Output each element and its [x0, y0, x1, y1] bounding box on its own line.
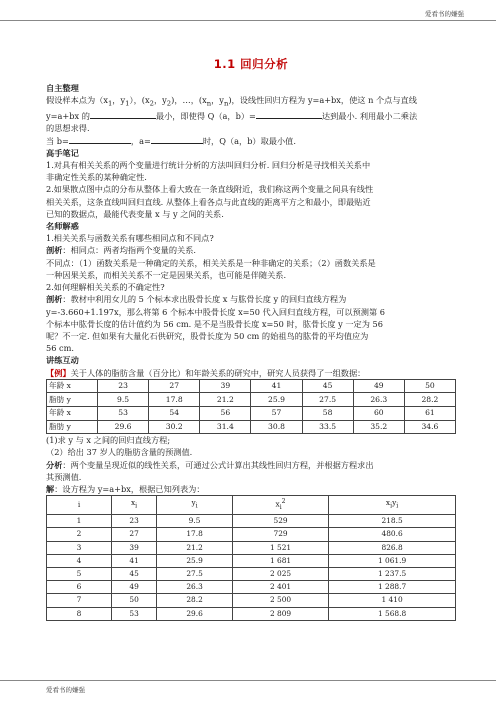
table-cell: 25.9: [251, 393, 302, 407]
header-cell: $x_i^2$: [232, 496, 328, 515]
fill-blank: [151, 135, 203, 144]
s1-line-3: 的思想求得.: [46, 123, 90, 134]
table-row: [47, 594, 456, 607]
s2-p2-line-2: 相关关系，这条直线叫回归直线. 从整体上看各点与此直线的距离平方之和最小，即最贴近: [46, 196, 371, 207]
table-row: [47, 581, 456, 594]
fill-blank: [69, 135, 131, 144]
table-cell: 53: [98, 406, 149, 420]
table-cell: 21.2: [200, 393, 251, 407]
header-cell: $x_i$: [112, 496, 157, 515]
row-header-cell: 年龄 x: [47, 379, 98, 393]
table-cell: 27: [149, 379, 200, 393]
table-cell: 7: [47, 594, 112, 607]
s1-line-1: 假设样本点为（$x_1$，$y_1$），($x_2$，$y_2$)，…，($x_n$，$y_n$)，设线性回归方程为 y=a+bx，使这 n 个点与直线: [46, 95, 417, 109]
table-cell: 27: [112, 528, 157, 541]
table-row: [47, 406, 456, 420]
table-cell: 9.5: [157, 515, 233, 528]
table-cell: 23: [98, 379, 149, 393]
table-row: [47, 420, 456, 434]
data-table-age-fat: [46, 379, 456, 434]
table-row: [47, 607, 456, 620]
table-cell: 25.9: [157, 554, 233, 567]
s3-answer-1: 剖析：相同点：两者均指两个变量的关系.: [46, 245, 196, 256]
table-cell: 54: [149, 406, 200, 420]
table-cell: 2 809: [232, 607, 328, 620]
table-cell: 31.4: [200, 420, 251, 434]
table-cell: 1 568.8: [329, 607, 456, 620]
table-cell: 8: [47, 607, 112, 620]
table-cell: 35.2: [353, 420, 404, 434]
table-cell: 61: [404, 406, 455, 420]
table-row: [47, 515, 456, 528]
section-heading-practice: 讲练互动: [46, 355, 79, 366]
table-cell: 27.5: [157, 568, 233, 581]
table-cell: 2 025: [232, 568, 328, 581]
table-cell: 3: [47, 541, 112, 554]
header-cell: i: [47, 496, 112, 515]
table-cell: 1 288.7: [329, 581, 456, 594]
s1-line-2: y=a+bx 的 最小，即使得 Q（a，b）= 达到最小. 利用最小二乘法: [46, 111, 418, 122]
table-row: [47, 541, 456, 554]
computation-table: [46, 495, 456, 621]
table-cell: 9.5: [98, 393, 149, 407]
footer-rule: [0, 680, 496, 681]
s1-line-4: 当 b= ，a= 时，Q（a，b）取最小值.: [46, 135, 296, 146]
s2-p2-line-1: 2.如果散点图中点的分布从整体上看大致在一条直线附近，我们称这两个变量之间具有线性: [46, 184, 374, 195]
table-cell: 29.6: [98, 420, 149, 434]
fill-blank: [90, 110, 156, 119]
table-cell: 529: [232, 515, 328, 528]
table-row: [47, 568, 456, 581]
page-title: 1.1 回归分析: [213, 57, 289, 71]
table-cell: 26.3: [157, 581, 233, 594]
s2-p2-line-3: 已知的数据点，最能代表变量 x 与 y 之间的关系.: [46, 208, 224, 219]
s3-answer-1-line-2: 不同点：（1）函数关系是一种确定的关系，相关关系是一种非确定的关系；（2）函数关系是: [46, 257, 376, 268]
table-cell: 29.6: [157, 607, 233, 620]
analysis-line-2: 其预测值.: [46, 471, 82, 482]
s3-answer-1-line-3: 一种因果关系，而相关关系不一定是因果关系，也可能是伴随关系.: [46, 269, 287, 280]
s3-answer-2: 剖析：教材中利用女儿的 5 个标本求出股骨长度 x 与肱骨长度 y 的回归直线方程为: [46, 294, 347, 305]
table-cell: 49: [353, 379, 404, 393]
s3-question-2: 2.如何理解相关关系的不确定性?: [46, 282, 165, 293]
table-cell: 1 681: [232, 554, 328, 567]
table-cell: 17.8: [149, 393, 200, 407]
s3-answer-2-line-4: 呢？不一定. 但如果有大量化石供研究，股骨长度为 50 cm 的始祖鸟的肱骨的平均值应为: [46, 330, 369, 341]
table-cell: 57: [251, 406, 302, 420]
question-2: （2）给出 37 岁人的脂肪含量的预测值.: [46, 447, 193, 458]
table-cell: 28.2: [404, 393, 455, 407]
table-cell: 17.8: [157, 528, 233, 541]
header-cell: $x_iy_i$: [329, 496, 456, 515]
table-cell: 826.8: [329, 541, 456, 554]
table-cell: 23: [112, 515, 157, 528]
table-cell: 1 061.9: [329, 554, 456, 567]
table-row: [47, 528, 456, 541]
table-cell: 729: [232, 528, 328, 541]
page-footer: 爱看书的嫌强: [46, 686, 85, 694]
row-header-cell: 年龄 x: [47, 406, 98, 420]
table-cell: 58: [302, 406, 353, 420]
row-header-cell: 脂肪 y: [47, 393, 98, 407]
table-cell: 50: [404, 379, 455, 393]
question-1: (1)求 y 与 x 之间的回归直线方程;: [46, 435, 171, 446]
table-cell: 41: [251, 379, 302, 393]
table-cell: 2 401: [232, 581, 328, 594]
table-cell: 45: [112, 568, 157, 581]
table-cell: 34.6: [404, 420, 455, 434]
s3-answer-2-line-3: 个标本中肱骨长度的估计值约为 56 cm. 是不是当股骨长度 x=50 时，肱骨长度 y 一定为 56: [46, 318, 383, 329]
table-cell: 1 410: [329, 594, 456, 607]
table-cell: 60: [353, 406, 404, 420]
fill-blank: [256, 110, 322, 119]
s2-p1-line-2: 非确定性关系的某种确定性.: [46, 172, 147, 183]
table-cell: 6: [47, 581, 112, 594]
section-heading-explanations: 名师解惑: [46, 221, 79, 232]
solution: 解：设方程为 y=a+bx，根据已知列表为：: [46, 483, 205, 494]
table-cell: 1 237.5: [329, 568, 456, 581]
s2-p1-line-1: 1.对具有相关关系的两个变量进行统计分析的方法叫回归分析. 回归分析是寻找相关关系中: [46, 160, 371, 171]
table-cell: 41: [112, 554, 157, 567]
table-cell: 21.2: [157, 541, 233, 554]
table-cell: 30.8: [251, 420, 302, 434]
table-cell: 218.5: [329, 515, 456, 528]
analysis: 分析：两个变量呈现近似的线性关系，可通过公式计算出其线性回归方程，并根据方程求出: [46, 459, 374, 470]
table-cell: 39: [112, 541, 157, 554]
table-header-row: [47, 496, 456, 515]
header-cell: $y_i$: [157, 496, 233, 515]
table-cell: 45: [302, 379, 353, 393]
row-header-cell: 脂肪 y: [47, 420, 98, 434]
table-cell: 480.6: [329, 528, 456, 541]
table-cell: 4: [47, 554, 112, 567]
s3-answer-2-line-5: 56 cm.: [46, 343, 74, 354]
table-cell: 28.2: [157, 594, 233, 607]
example-statement: 【例】关于人体的脂肪含量（百分比）和年龄关系的研究中，研究人员获得了一组数据：: [46, 367, 366, 378]
page-header: [0, 8, 496, 21]
table-cell: 1 521: [232, 541, 328, 554]
table-row: [47, 554, 456, 567]
table-cell: 53: [112, 607, 157, 620]
table-cell: 49: [112, 581, 157, 594]
table-cell: 27.5: [302, 393, 353, 407]
table-cell: 2: [47, 528, 112, 541]
table-cell: 2 500: [232, 594, 328, 607]
table-cell: 5: [47, 568, 112, 581]
section-heading-self-study: 自主整理: [46, 83, 79, 94]
table-cell: 30.2: [149, 420, 200, 434]
document-body: [46, 58, 456, 621]
table-row: [47, 379, 456, 393]
table-cell: 39: [200, 379, 251, 393]
table-cell: 50: [112, 594, 157, 607]
s3-answer-2-line-2: y=-3.660+1.197x，那么将第 6 个标本中股骨长度 x=50 代入回归直线方程，可以预测第 6: [46, 306, 385, 317]
table-row: [47, 393, 456, 407]
table-cell: 26.3: [353, 393, 404, 407]
table-cell: 33.5: [302, 420, 353, 434]
header-text: 爱看书的嫌强: [425, 10, 464, 18]
table-cell: 1: [47, 515, 112, 528]
section-heading-notes: 高手笔记: [46, 147, 79, 158]
s3-question-1: 1.相关关系与函数关系有哪些相同点和不同点?: [46, 233, 214, 244]
table-cell: 56: [200, 406, 251, 420]
